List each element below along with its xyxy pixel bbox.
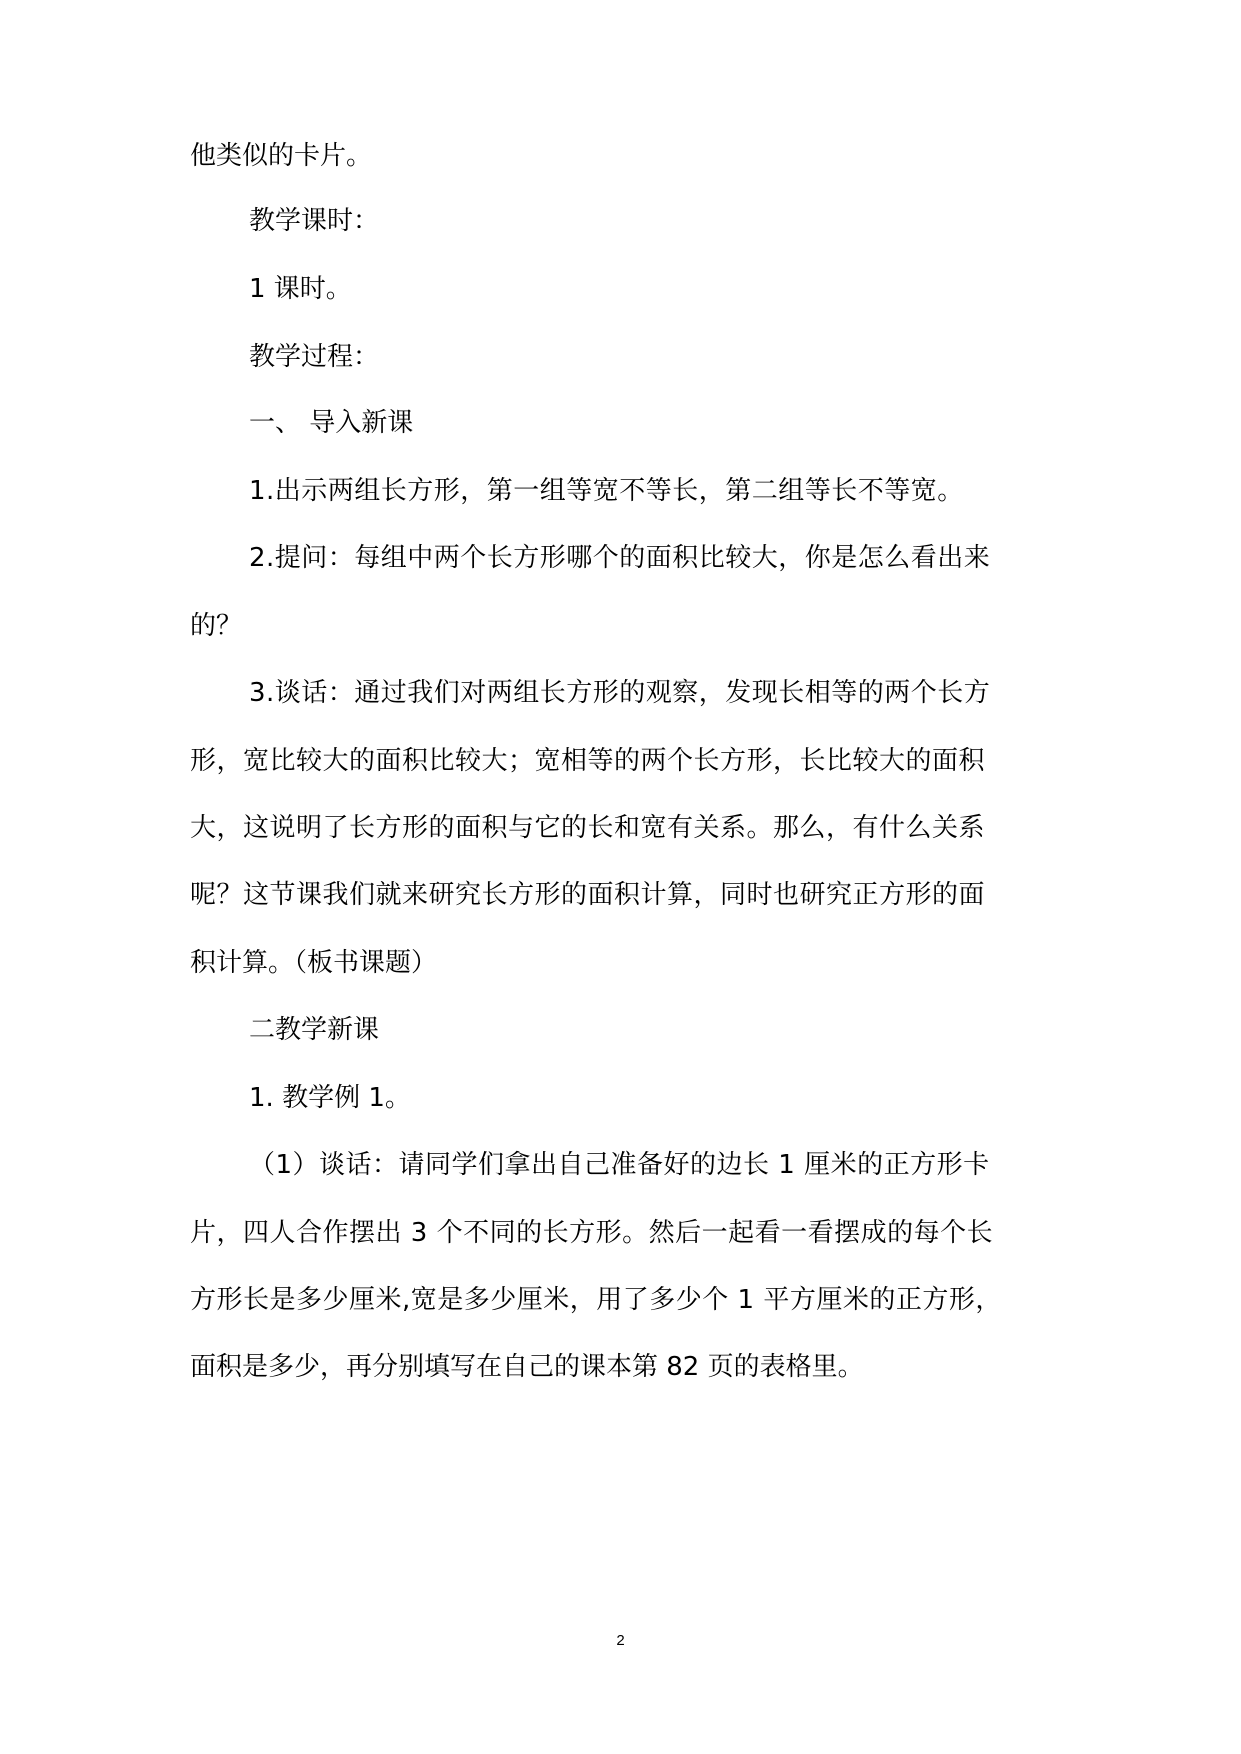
text-line: （1）谈话：请同学们拿出自己准备好的边长 1 厘米的正方形卡 <box>249 1150 990 1180</box>
text-line: 3.谈话：通过我们对两组长方形的观察，发现长相等的两个长方 <box>249 678 991 708</box>
text-line: 呢？这节课我们就来研究长方形的面积计算，同时也研究正方形的面 <box>190 880 986 910</box>
text-line: 大，这说明了长方形的面积与它的长和宽有关系。那么，有什么关系 <box>190 813 986 843</box>
text-line: 1.出示两组长方形，第一组等宽不等长，第二组等长不等宽。 <box>249 476 964 506</box>
page-number: 2 <box>616 1632 625 1649</box>
section-heading-intro: 一、 导入新课 <box>249 408 414 438</box>
text-line: 积计算。（板书课题） <box>190 948 438 978</box>
text-line: 2.提问：每组中两个长方形哪个的面积比较大，你是怎么看出来 <box>249 543 991 573</box>
text-line: 面积是多少，再分别填写在自己的课本第 82 页的表格里。 <box>190 1352 864 1382</box>
heading-teaching-hours: 教学课时： <box>249 206 380 236</box>
text-line: 形，宽比较大的面积比较大；宽相等的两个长方形，长比较大的面积 <box>190 746 986 776</box>
text-line: 的？ <box>190 611 243 641</box>
text-line: 片，四人合作摆出 3 个不同的长方形。然后一起看一看摆成的每个长 <box>190 1218 994 1248</box>
text-line: 他类似的卡片。 <box>190 141 373 171</box>
text-line: 1 课时。 <box>249 274 352 304</box>
heading-teaching-process: 教学过程： <box>249 342 380 372</box>
section-heading-new-lesson: 二教学新课 <box>249 1015 380 1045</box>
text-line: 方形长是多少厘米,宽是多少厘米，用了多少个 1 平方厘米的正方形， <box>190 1285 1002 1315</box>
text-line: 1. 教学例 1。 <box>249 1083 411 1113</box>
